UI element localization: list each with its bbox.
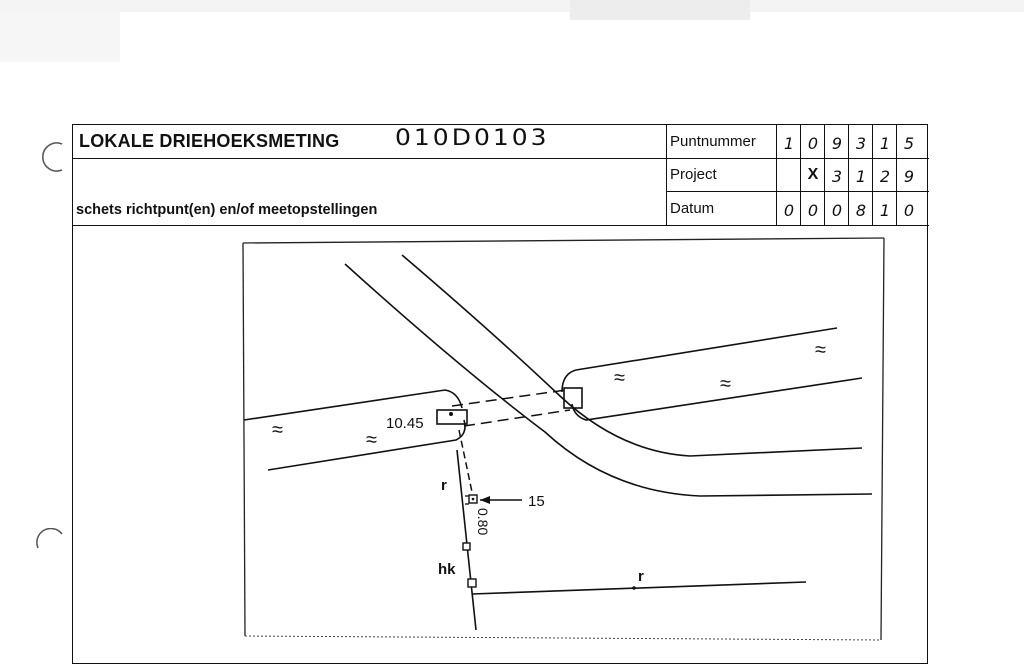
road-edge-inner [402,255,862,456]
puntnummer-digit: 1 [783,134,795,153]
water-symbol: ≈ [366,429,377,451]
project-digit: 3 [831,167,843,186]
headwall-point [449,412,453,416]
label-project: Project [670,166,717,183]
watercourse-right-top [562,328,837,392]
puntnummer-digit: 0 [807,134,819,153]
label-datum: Datum [670,200,715,217]
sketch-frame-top [243,238,884,243]
label-offset: 0.80 [475,508,491,536]
datum-digit: 0 [783,201,795,220]
marker-hk [468,579,476,587]
datum-digit: 1 [879,201,891,220]
project-digit: X [807,166,819,183]
project-digit: 2 [879,167,891,186]
watercourse-left-top [244,390,462,420]
marker-square [463,543,470,550]
water-symbol: ≈ [614,367,625,389]
label-distance: 10.45 [386,415,424,432]
water-symbol: ≈ [272,419,283,441]
water-symbol: ≈ [720,373,731,395]
culvert-headwall-left [437,410,467,424]
label-r-bottom: r [638,568,644,585]
road-edge-outer [345,264,872,496]
form-code: 010D0103 [395,124,550,151]
arrow-head-15 [480,496,490,504]
label-puntnummer: Puntnummer [670,133,756,150]
label-hk: hk [438,561,456,578]
survey-line-vertical [457,450,476,630]
datum-digit: 0 [831,201,843,220]
puntnummer-digit: 3 [855,134,867,153]
puntnummer-digit: 1 [879,134,891,153]
sketch-frame-left [243,243,245,636]
datum-digit: 0 [903,201,915,220]
form-subtitle: schets richtpunt(en) en/of meetopstellingen [76,202,378,218]
marker-point-15-center [472,498,475,501]
sketch-frame-right [881,238,884,640]
project-digit: 9 [903,167,915,186]
survey-line-point [632,586,636,590]
water-symbol: ≈ [815,339,826,361]
sketch-frame-bottom [245,636,881,640]
datum-digit: 0 [807,201,819,220]
form-title: LOKALE DRIEHOEKSMETING [79,131,340,151]
label-point-number: 15 [528,493,545,510]
datum-digit: 8 [855,201,867,220]
label-r-top: r [441,477,447,494]
culvert-dash-bottom [464,410,570,426]
puntnummer-digit: 9 [831,134,843,153]
puntnummer-digit: 5 [903,134,915,153]
project-digit: 1 [855,167,867,186]
